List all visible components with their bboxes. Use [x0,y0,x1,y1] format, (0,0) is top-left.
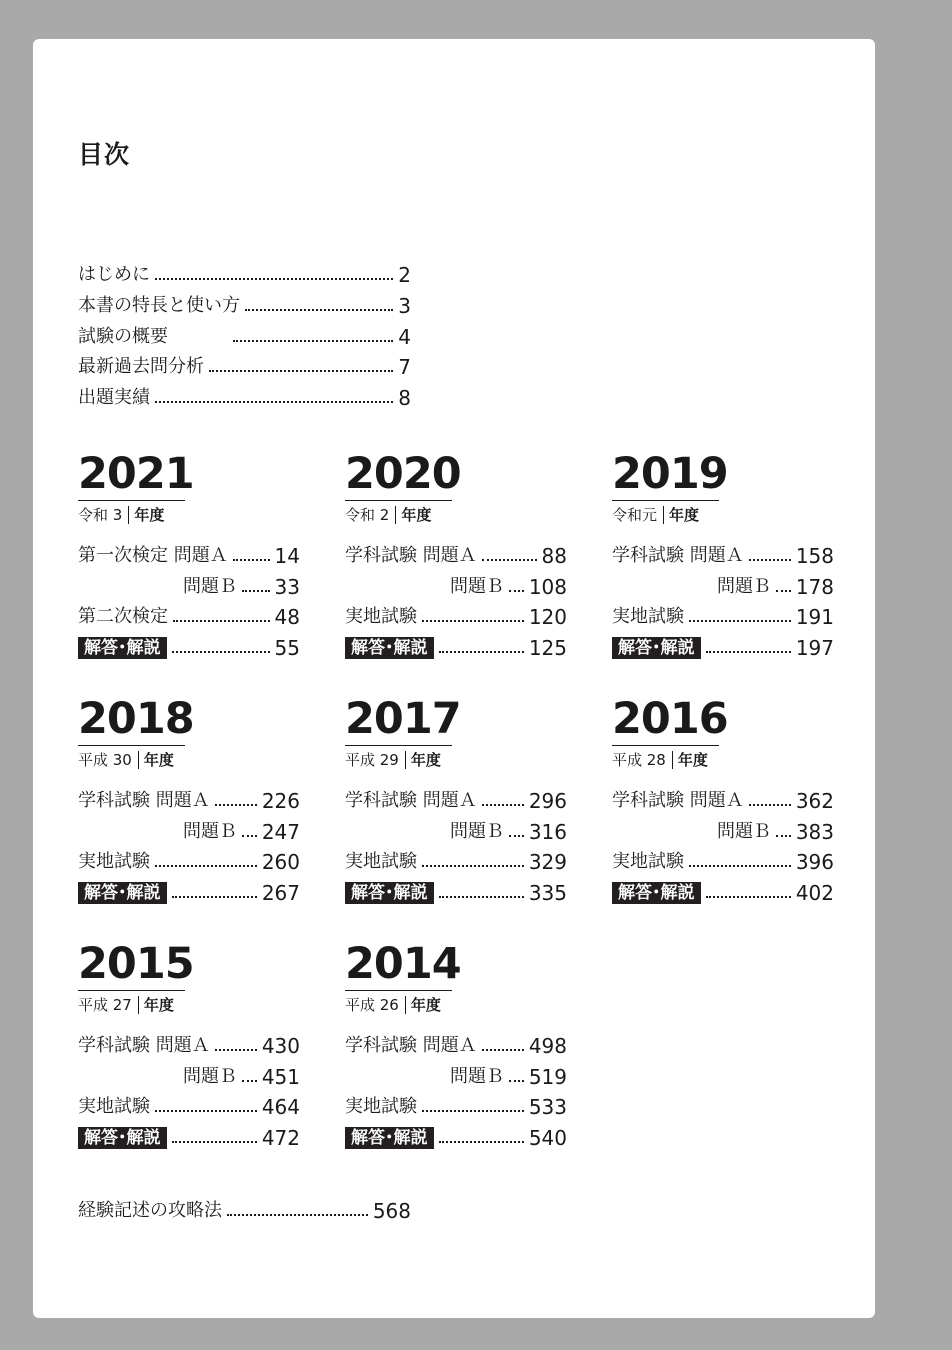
entry-page: 158 [795,544,834,568]
leader-dots [439,651,524,653]
toc-entry-intro[interactable] [78,350,411,378]
year-section-2015 [78,941,303,1014]
era-name: 平成 30 [78,751,132,769]
leader-dots [215,804,257,806]
leader-dots [482,804,524,806]
entry-label: 実地試験 [612,851,684,872]
toc-entry[interactable] [717,815,834,843]
entry-label: 最新過去問分析 [78,356,204,377]
entry-page: 178 [795,575,834,599]
entry-label: 第一次検定 問題Ａ [78,545,228,566]
era-name: 令和 3 [78,506,123,524]
leader-dots [689,865,791,867]
toc-entry[interactable] [345,1029,567,1057]
leader-dots [439,1141,524,1143]
year-section-2020 [345,451,570,524]
leader-dots [749,804,791,806]
entry-label: 学科試験 問題Ａ [345,545,477,566]
nendo-label: 年度 [672,751,708,769]
leader-dots [482,559,537,561]
entry-page: 519 [528,1065,567,1089]
year-section-2014 [345,941,570,1014]
year-section-2017 [345,696,570,769]
leader-dots [172,651,270,653]
nendo-label: 年度 [395,506,431,524]
entry-label: 実地試験 [345,851,417,872]
entry-page: 120 [528,605,567,629]
nendo-label: 年度 [663,506,699,524]
entry-label: 学科試験 問題Ａ [78,1035,210,1056]
entry-label: 問題Ｂ [450,821,504,842]
leader-dots [155,278,393,280]
entry-page: 14 [274,544,300,568]
toc-entry[interactable] [183,1060,300,1088]
toc-entry[interactable] [717,570,834,598]
entry-page: 451 [261,1065,300,1089]
leader-dots [776,835,791,837]
entry-page: 464 [261,1095,300,1119]
answer-label: 解答･解説 [612,637,701,659]
entry-page: 396 [795,850,834,874]
answer-label: 解答･解説 [78,637,167,659]
entry-page: 48 [274,605,300,629]
toc-entry[interactable] [183,570,300,598]
year-heading: 2014 [345,939,461,989]
leader-dots [509,590,524,592]
toc-entry-intro[interactable] [78,289,411,317]
toc-entry-outro[interactable] [78,1194,411,1222]
era-label [345,500,452,524]
entry-page: 402 [795,881,834,905]
leader-dots [233,340,393,342]
toc-page [33,39,875,1318]
year-heading: 2021 [78,449,194,499]
nendo-label: 年度 [405,996,441,1014]
year-heading: 2016 [612,694,728,744]
leader-dots [242,590,270,592]
toc-entry[interactable] [612,600,834,628]
entry-page: 197 [795,636,834,660]
entry-page: 247 [261,820,300,844]
year-section-2016 [612,696,837,769]
leader-dots [749,559,791,561]
entry-label: 出題実績 [78,387,150,408]
leader-dots [172,1141,257,1143]
year-heading: 2019 [612,449,728,499]
toc-entry[interactable] [78,784,300,812]
toc-entry[interactable] [450,1060,567,1088]
entry-page: 329 [528,850,567,874]
entry-page: 8 [398,386,411,410]
leader-dots [209,370,393,372]
toc-entry[interactable] [345,539,567,567]
era-name: 平成 26 [345,996,399,1014]
year-heading: 2018 [78,694,194,744]
entry-label: 第二次検定 [78,606,168,627]
answer-label: 解答･解説 [345,637,434,659]
toc-entry[interactable] [78,876,300,904]
toc-entry[interactable] [78,1121,300,1149]
entry-page: 568 [372,1199,411,1223]
leader-dots [509,835,524,837]
era-label [612,745,719,769]
toc-entry-intro[interactable] [78,320,411,348]
toc-entry[interactable] [78,631,300,659]
toc-entry[interactable] [450,815,567,843]
leader-dots [242,835,257,837]
entry-label: 経験記述の攻略法 [78,1200,222,1221]
leader-dots [155,1110,257,1112]
entry-page: 383 [795,820,834,844]
entry-page: 335 [528,881,567,905]
year-section-2021 [78,451,303,524]
toc-entry[interactable] [345,845,567,873]
leader-dots [155,401,393,403]
era-name: 平成 28 [612,751,666,769]
nendo-label: 年度 [138,751,174,769]
entry-label: 問題Ｂ [717,576,771,597]
era-label [345,990,452,1014]
entry-label: 本書の特長と使い方 [78,295,240,316]
entry-page: 533 [528,1095,567,1119]
toc-entry[interactable] [345,631,567,659]
year-heading: 2017 [345,694,461,744]
era-label [612,500,719,524]
toc-entry-intro[interactable] [78,381,411,409]
toc-entry[interactable] [345,1121,567,1149]
entry-label: 学科試験 問題Ａ [78,790,210,811]
entry-label: 実地試験 [78,1096,150,1117]
era-label [78,990,185,1014]
leader-dots [155,865,257,867]
toc-entry[interactable] [78,600,300,628]
toc-entry[interactable] [78,1090,300,1118]
toc-entry[interactable] [78,845,300,873]
leader-dots [482,1049,524,1051]
entry-label: 問題Ｂ [183,821,237,842]
entry-page: 260 [261,850,300,874]
toc-entry[interactable] [450,570,567,598]
entry-label: 問題Ｂ [450,576,504,597]
toc-entry[interactable] [612,539,834,567]
answer-label: 解答･解説 [345,1127,434,1149]
era-label [78,745,185,769]
year-section-2018 [78,696,303,769]
entry-page: 4 [398,325,411,349]
entry-page: 430 [261,1034,300,1058]
year-section-2019 [612,451,837,524]
entry-label: 実地試験 [345,1096,417,1117]
toc-entry[interactable] [612,876,834,904]
era-name: 令和元 [612,506,658,524]
leader-dots [227,1214,368,1216]
entry-page: 125 [528,636,567,660]
entry-page: 33 [274,575,300,599]
entry-page: 2 [398,263,411,287]
entry-page: 191 [795,605,834,629]
toc-entry[interactable] [612,784,834,812]
entry-page: 498 [528,1034,567,1058]
entry-page: 267 [261,881,300,905]
toc-entry[interactable] [345,876,567,904]
leader-dots [172,896,257,898]
nendo-label: 年度 [138,996,174,1014]
leader-dots [776,590,791,592]
year-heading: 2015 [78,939,194,989]
leader-dots [706,896,791,898]
entry-label: 実地試験 [345,606,417,627]
entry-page: 316 [528,820,567,844]
entry-label: 問題Ｂ [450,1066,504,1087]
entry-label: 学科試験 問題Ａ [612,790,744,811]
leader-dots [509,1080,524,1082]
leader-dots [242,1080,257,1082]
nendo-label: 年度 [128,506,164,524]
era-name: 平成 27 [78,996,132,1014]
entry-label: 試験の概要 [78,326,168,347]
answer-label: 解答･解説 [612,882,701,904]
answer-label: 解答･解説 [78,1127,167,1149]
entry-page: 7 [398,355,411,379]
leader-dots [233,559,270,561]
toc-entry[interactable] [345,600,567,628]
leader-dots [245,309,393,311]
answer-label: 解答･解説 [78,882,167,904]
entry-label: はじめに [78,264,150,285]
leader-dots [439,896,524,898]
leader-dots [422,1110,524,1112]
toc-entry[interactable] [183,815,300,843]
toc-entry[interactable] [78,539,300,567]
leader-dots [215,1049,257,1051]
entry-page: 540 [528,1126,567,1150]
toc-entry[interactable] [612,631,834,659]
entry-page: 226 [261,789,300,813]
era-name: 令和 2 [345,506,390,524]
toc-entry-intro[interactable] [78,258,411,286]
toc-entry[interactable] [612,845,834,873]
leader-dots [422,620,524,622]
entry-page: 472 [261,1126,300,1150]
entry-label: 実地試験 [78,851,150,872]
entry-label: 問題Ｂ [183,576,237,597]
year-heading: 2020 [345,449,461,499]
leader-dots [689,620,791,622]
entry-label: 問題Ｂ [183,1066,237,1087]
nendo-label: 年度 [405,751,441,769]
toc-entry[interactable] [345,1090,567,1118]
entry-label: 学科試験 問題Ａ [345,790,477,811]
leader-dots [706,651,791,653]
entry-label: 実地試験 [612,606,684,627]
era-label [78,500,185,524]
leader-dots [422,865,524,867]
answer-label: 解答･解説 [345,882,434,904]
entry-page: 3 [398,294,411,318]
era-name: 平成 29 [345,751,399,769]
toc-entry[interactable] [345,784,567,812]
leader-dots [173,620,270,622]
entry-page: 55 [274,636,300,660]
entry-label: 問題Ｂ [717,821,771,842]
entry-page: 362 [795,789,834,813]
entry-page: 108 [528,575,567,599]
entry-label: 学科試験 問題Ａ [612,545,744,566]
entry-page: 88 [541,544,567,568]
toc-title: 目次 [78,140,131,169]
entry-page: 296 [528,789,567,813]
entry-label: 学科試験 問題Ａ [345,1035,477,1056]
toc-entry[interactable] [78,1029,300,1057]
era-label [345,745,452,769]
